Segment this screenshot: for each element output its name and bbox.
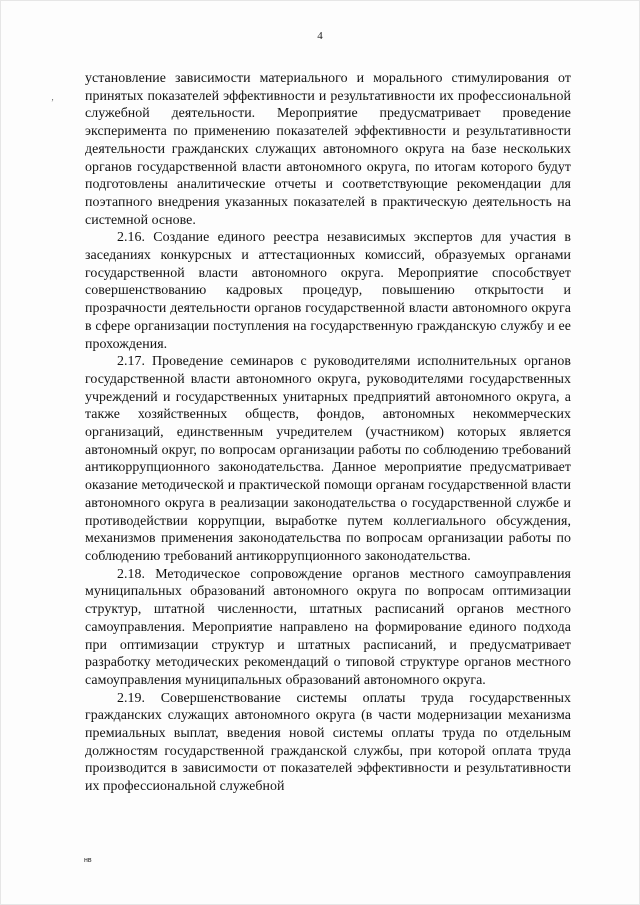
paragraph-2-16: 2.16. Создание единого реестра независимых экспертов для участия в заседаниях конкурсных и аттестационных комиссий, образуемых органами государственной власти автономного округа. Мероприятие способствует совершенствованию кадровых процедур, повышению открытости и прозрачности деятельности органов государственной власти автономного округа в сфере организации поступления на государственную гражданскую службу и ее прохождения. — [85, 230, 571, 352]
paragraph-2-18: 2.18. Методическое сопровождение органов местного самоуправления муниципальных образований автономного округа по вопросам оптимизации структур, штатной численности, штатных расписаний органов местного самоуправления. Мероприятие направлено на формирование единого подхода при оптимизации структур и штатных расписаний, и предусматривает разработку методических рекомендаций о типовой структуре органов местного самоуправления муниципальных образований автономного округа. — [85, 566, 571, 688]
page-number: 4 — [317, 30, 323, 42]
document-body — [85, 70, 571, 796]
paragraph-2-19: 2.19. Совершенствование системы оплаты труда государственных гражданских служащих автономного округа (в части модернизации механизма премиальных выплат, введения новой системы оплаты труда по отдельным должностям государственной гражданской службы, при которой оплата труда производится в зависимости от показателей эффективности и результативности их профессиональной служебной — [85, 690, 571, 795]
paragraph-2-17: 2.17. Проведение семинаров с руководителями исполнительных органов государственной власти автономного округа, руководителями государственных учреждений и государственных унитарных предприятий автономного округа, а также хозяйственных обществ, фондов, автономных некоммерческих организаций, единственным учредителем (участником) которых является автономный округ, по вопросам организации работы по соблюдению требований антикоррупционного законодательства. Данное мероприятие предусматривает оказание методической и практической помощи органам государственной власти автономного округа в реализации законодательства о государственной службе и противодействии коррупции, выработке путем коллегиального обсуждения, механизмов применения законодательства по вопросам организации работы по соблюдению требований антикоррупционного законодательства. — [85, 354, 571, 564]
footer-code: нв — [84, 857, 92, 864]
margin-mark: ‚ — [51, 92, 54, 102]
paragraph-continuation: установление зависимости материального и морального стимулирования от принятых показателей эффективности и результативности их профессиональной служебной деятельности. Мероприятие предусматривает проведение эксперимента по применению показателей эффективности и результативности деятельности гражданских служащих автономного округа на базе нескольких органов государственной власти автономного округа, по итогам которого будут подготовлены аналитические отчеты и соответствующие рекомендации для поэтапного внедрения указанных показателей в практическую деятельность на системной основе. — [85, 71, 571, 228]
